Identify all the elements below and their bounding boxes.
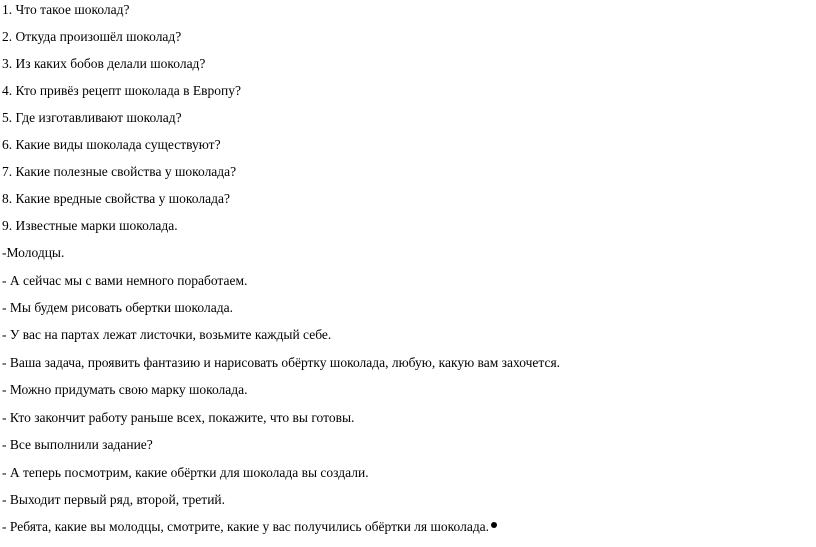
dialogue-line-10: - Выходит первый ряд, второй, третий. xyxy=(2,492,226,507)
dialogue-line-8: - Все выполнили задание? xyxy=(2,437,153,452)
dialogue-line-4: - У вас на партах лежат листочки, возьмите каждый себе. xyxy=(2,327,332,342)
dialogue-line-11: - Ребята, какие вы молодцы, смотрите, какие у вас получились обёртки ля шоколада. xyxy=(2,519,490,534)
dialogue-line-3: - Мы будем рисовать обертки шоколада. xyxy=(2,300,233,315)
dialogue-line-2: - А сейчас мы с вами немного поработаем. xyxy=(2,273,248,288)
question-5: 5. Где изготавливают шоколад? xyxy=(2,110,182,125)
bullet-dot-icon xyxy=(491,522,497,528)
question-4: 4. Кто привёз рецепт шоколада в Европу? xyxy=(2,83,241,98)
question-7: 7. Какие полезные свойства у шоколада? xyxy=(2,164,237,179)
dialogue-line-11-row xyxy=(2,517,497,537)
question-2: 2. Откуда произошёл шоколад? xyxy=(2,29,182,44)
question-1: 1. Что такое шоколад? xyxy=(2,2,130,17)
question-3: 3. Из каких бобов делали шоколад? xyxy=(2,56,206,71)
dialogue-line-6: - Можно придумать свою марку шоколада. xyxy=(2,382,248,397)
dialogue-line-9: - А теперь посмотрим, какие обёртки для шоколада вы создали. xyxy=(2,465,369,480)
question-9: 9. Известные марки шоколада. xyxy=(2,218,178,233)
dialogue-line-7: - Кто закончит работу раньше всех, покажите, что вы готовы. xyxy=(2,410,355,425)
question-6: 6. Какие виды шоколада существуют? xyxy=(2,137,221,152)
dialogue-line-5: - Ваша задача, проявить фантазию и нарисовать обёртку шоколада, любую, какую вам захочется. xyxy=(2,355,561,370)
dialogue-line-1: -Молодцы. xyxy=(2,245,65,260)
question-8: 8. Какие вредные свойства у шоколада? xyxy=(2,191,230,206)
